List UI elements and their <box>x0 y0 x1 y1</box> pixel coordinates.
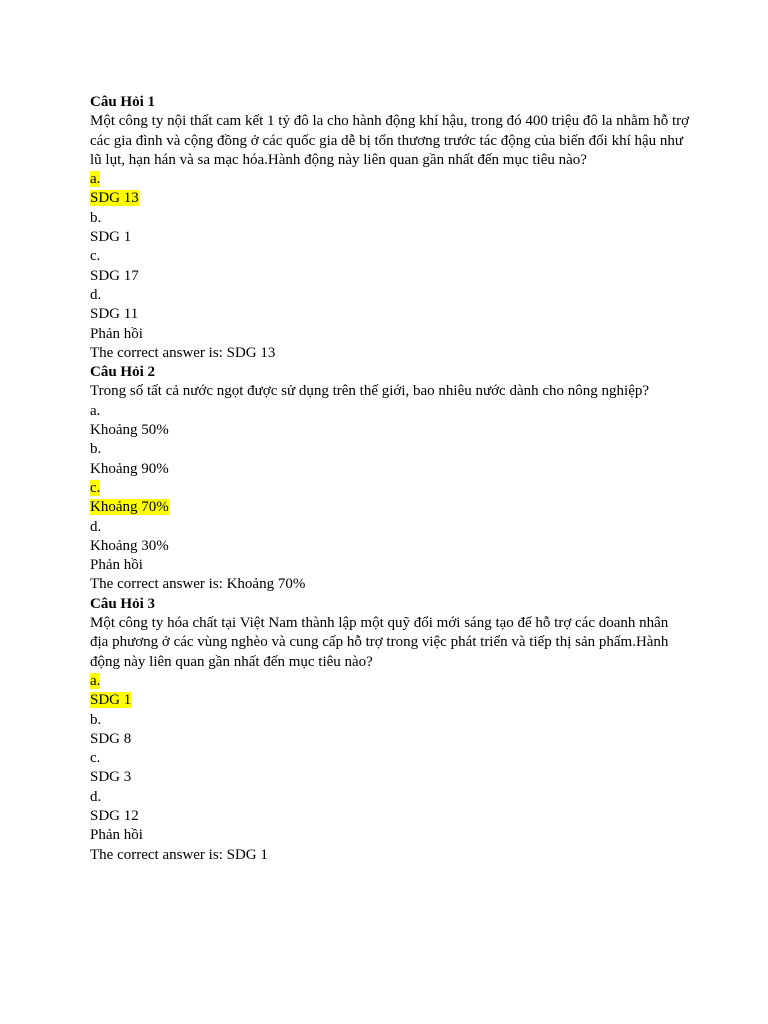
option-value-c: SDG 3 <box>90 769 132 786</box>
option-letter-b: b. <box>90 209 102 226</box>
option-letter-d: d. <box>90 788 102 805</box>
option-letter-c: c. <box>90 248 101 265</box>
option-letter-b: b. <box>90 441 102 458</box>
question-3 <box>90 595 690 865</box>
feedback-label: Phản hồi <box>90 557 143 574</box>
option-value-b: Khoảng 90% <box>90 460 169 477</box>
option-letter-a: a. <box>90 402 101 419</box>
question-title: Câu Hỏi 3 <box>90 595 156 612</box>
option-value-c: SDG 17 <box>90 267 139 284</box>
option-value-a: SDG 1 <box>90 692 132 709</box>
correct-answer: The correct answer is: SDG 13 <box>90 344 276 361</box>
option-letter-c: c. <box>90 479 101 496</box>
question-title: Câu Hỏi 2 <box>90 364 156 381</box>
option-letter-d: d. <box>90 286 102 303</box>
option-value-d: SDG 12 <box>90 807 139 824</box>
option-value-b: SDG 1 <box>90 229 132 246</box>
question-2 <box>90 363 690 595</box>
feedback-label: Phản hồi <box>90 827 143 844</box>
feedback-label: Phản hồi <box>90 325 143 342</box>
question-text: Một công ty hóa chất tại Việt Nam thành lập một quỹ đổi mới sáng tạo để hỗ trợ các doanh nhân địa phương ở các vùng nghèo và cung cấp hỗ trợ trong việc phát triển và tiếp thị sản phẩm.Hành động này liên quan gần nhất đến mục tiêu nào? <box>90 615 669 670</box>
option-value-a: Khoảng 50% <box>90 422 169 439</box>
question-text: Trong số tất cả nước ngọt được sử dụng trên thế giới, bao nhiêu nước dành cho nông nghiệp? <box>90 383 650 400</box>
question-text: Một công ty nội thất cam kết 1 tỷ đô la cho hành động khí hậu, trong đó 400 triệu đô la nhằm hỗ trợ các gia đình và cộng đồng ở các quốc gia dễ bị tổn thương trước tác động của biến đổi khí hậu như lũ lụt, hạn hán và sa mạc hóa.Hành động này liên quan gần nhất đến mục tiêu nào? <box>90 113 690 168</box>
option-letter-a: a. <box>90 171 101 188</box>
option-value-a: SDG 13 <box>90 190 139 207</box>
option-letter-d: d. <box>90 518 102 535</box>
option-value-d: SDG 11 <box>90 306 139 323</box>
option-value-d: Khoảng 30% <box>90 537 169 554</box>
option-letter-a: a. <box>90 672 101 689</box>
option-letter-b: b. <box>90 711 102 728</box>
option-letter-c: c. <box>90 750 101 767</box>
question-title: Câu Hỏi 1 <box>90 94 156 110</box>
question-1 <box>90 93 690 363</box>
option-value-c: Khoảng 70% <box>90 499 169 516</box>
correct-answer: The correct answer is: SDG 1 <box>90 846 268 863</box>
quiz-content <box>90 93 690 865</box>
correct-answer: The correct answer is: Khoảng 70% <box>90 576 306 593</box>
option-value-b: SDG 8 <box>90 730 132 747</box>
